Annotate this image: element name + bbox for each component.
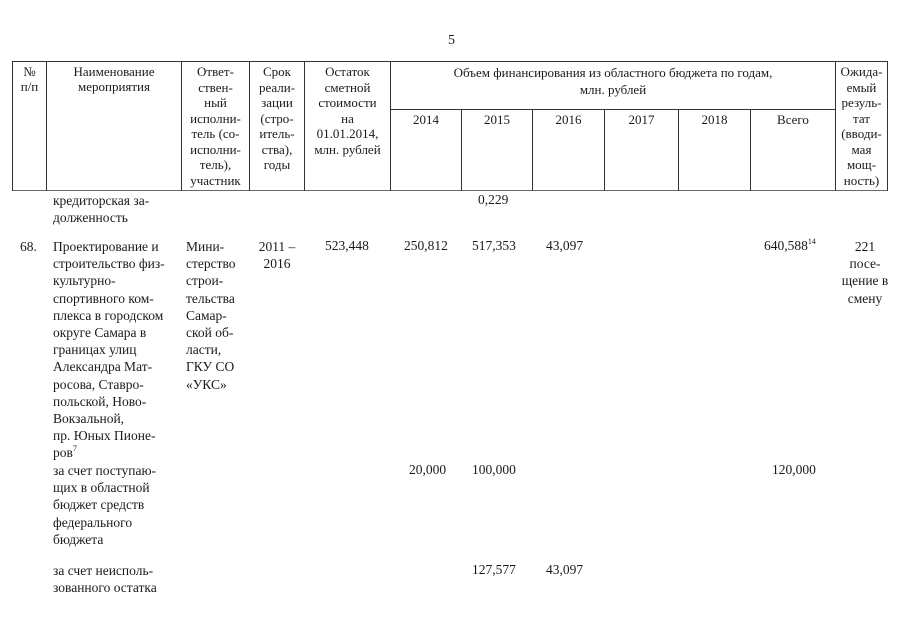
header-col-remaining-cost <box>305 64 390 157</box>
header-col-result <box>836 64 887 188</box>
row-federal-name-line: щих в областной <box>53 480 150 496</box>
header-col-funding-label: Объем финансирования из областного бюджета по годам, млн. рублей <box>453 65 773 97</box>
row-68-resp-line: Мини- <box>186 239 225 254</box>
row-68-name-line: Александра Мат- <box>53 359 153 375</box>
header-col-name-label: Наименование мероприятия <box>73 64 155 94</box>
row-federal-name-line: за счет поступаю- <box>53 463 157 478</box>
footnote-14: 14 <box>807 237 816 246</box>
row-68-2014: 250,812 <box>404 238 448 253</box>
row-68-name-line: границах улиц <box>53 342 137 358</box>
row-unused-name <box>53 562 181 596</box>
row-federal-name <box>53 462 181 548</box>
row-68-name-line: округе Самара в <box>53 325 147 341</box>
row-unused-2016: 43,097 <box>546 562 584 577</box>
header-col-name <box>47 64 181 94</box>
row-68-name-line: спортивного ком- <box>53 290 154 306</box>
row-68-name-line-last <box>53 444 181 461</box>
row-unused-name-line: за счет неисполь- <box>53 563 154 578</box>
header-year-2017: 2017 <box>628 112 655 127</box>
row-68-number: 68. <box>20 239 37 254</box>
row-68-result-line: посе- <box>849 256 881 272</box>
row-68-name-line: Вокзальной, <box>53 411 125 427</box>
row-68-name-line: строительство физ- <box>53 256 165 272</box>
row-68-resp-line: ской об- <box>186 325 234 341</box>
row-68-responsible <box>186 238 250 393</box>
row-federal-name-line: бюджета <box>53 531 104 547</box>
row-68-resp-line: строи- <box>186 273 224 289</box>
row-68-name <box>53 238 181 462</box>
row-68-remaining-cost: 523,448 <box>325 238 369 253</box>
header-year-total: Всего <box>777 112 809 127</box>
row-debt-2015: 0,229 <box>478 192 509 207</box>
row-debt-name: кредиторская за- долженность <box>53 193 150 226</box>
row-68-term-line: 2011 – <box>258 239 296 254</box>
header-col-term-label: Срок реали- зации (стро- итель- ства), годы <box>258 64 296 172</box>
row-68-term <box>250 238 304 272</box>
header-col-number-label: № п/п <box>20 64 39 94</box>
header-year-2018: 2018 <box>701 112 728 127</box>
row-68-result <box>836 238 894 307</box>
row-68-resp-line: Самар- <box>186 307 227 323</box>
header-col-funding <box>391 64 835 98</box>
row-68-total <box>764 238 816 254</box>
header-col-responsible <box>182 64 249 188</box>
header-year-2016: 2016 <box>555 112 582 127</box>
row-68-resp-line: ласти, <box>186 342 222 358</box>
row-68-total-value: 640,588 <box>764 238 808 253</box>
row-68-2015: 517,353 <box>472 238 516 253</box>
row-68-result-line: 221 <box>854 239 876 254</box>
row-68-name-line: польской, Ново- <box>53 393 147 409</box>
row-68-name-line: плекса в городском <box>53 307 164 323</box>
row-68-name-line: росова, Ставро- <box>53 376 144 392</box>
row-68-resp-line: «УКС» <box>186 376 227 392</box>
row-unused-2015: 127,577 <box>472 562 516 577</box>
row-federal-2014: 20,000 <box>409 462 447 477</box>
header-year-2014: 2014 <box>413 112 439 127</box>
row-68-term-line: 2016 <box>263 256 291 272</box>
row-68-resp-line: стерство <box>186 256 236 272</box>
row-federal-name-line: бюджет средств <box>53 497 145 513</box>
row-federal-total: 120,000 <box>772 462 816 477</box>
row-68-name-line: пр. Юных Пионе- <box>53 428 156 444</box>
header-col-term <box>250 64 304 173</box>
row-68-result-line: смену <box>847 290 883 306</box>
footnote-7: 7 <box>72 444 77 454</box>
row-68-resp-line: ГКУ СО <box>186 359 235 375</box>
header-col-result-label: Ожида- емый резуль- тат (вводи- мая мощ- ность) <box>840 64 883 188</box>
header-col-remaining-cost-label: Остаток сметной стоимости на 01.01.2014, млн. рублей <box>314 64 381 157</box>
header-col-number <box>13 64 46 94</box>
row-unused-name-line: зованного остатка <box>53 580 157 596</box>
row-federal-name-line: федерального <box>53 514 133 530</box>
page-number: 5 <box>448 33 455 48</box>
row-68-resp-line: тельства <box>186 290 235 306</box>
row-68-name-line: культурно- <box>53 273 116 289</box>
row-68-result-line: щение в <box>841 273 889 289</box>
row-federal-2015: 100,000 <box>472 462 516 477</box>
row-68-name-last-text: ров <box>53 445 73 461</box>
header-col-responsible-label: Ответ- ствен- ный исполни- тель (со- исполни- тель), участник <box>190 64 241 188</box>
header-year-2015: 2015 <box>484 112 510 127</box>
row-68-name-line: Проектирование и <box>53 239 159 254</box>
row-68-2016: 43,097 <box>546 238 584 253</box>
